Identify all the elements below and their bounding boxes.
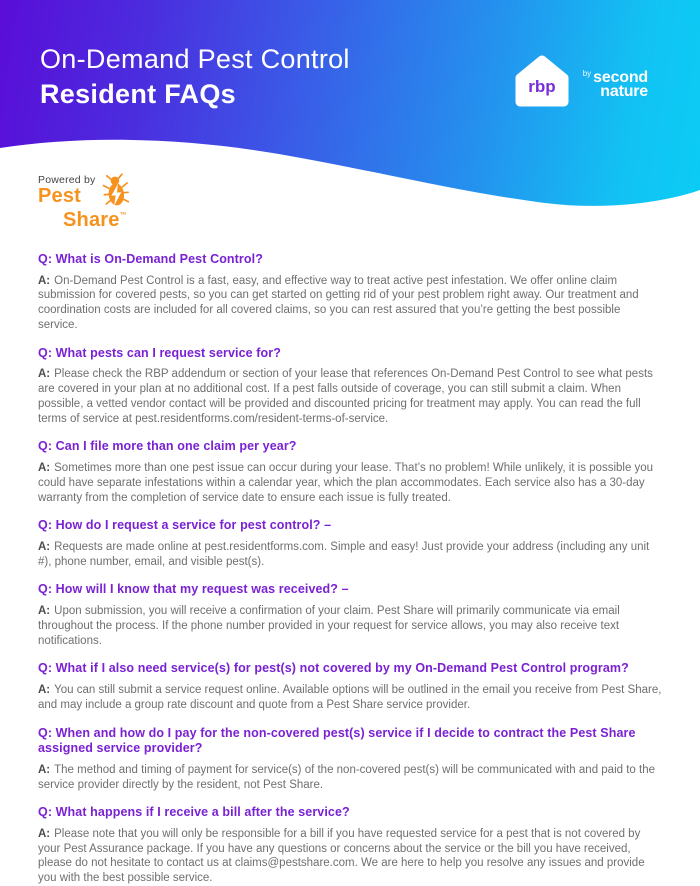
faq-answer <box>38 540 662 570</box>
pestshare-word-share <box>63 206 168 230</box>
faq-item-5 <box>38 582 662 648</box>
answer-prefix: A: <box>38 763 51 776</box>
faq-answer <box>38 827 662 886</box>
answer-prefix: A: <box>38 462 51 474</box>
faq-item-4 <box>38 518 662 569</box>
answer-text: Requests are made online at pest.residentforms.com. Simple and easy! Just provide your address (including any unit #), phone number, email, and visible pest(s). <box>38 540 650 568</box>
brand-word-second: second <box>593 69 648 86</box>
answer-text: You can still submit a service request online. Available options will be outlined in the email you receive from Pest Share, and may include a group rate discount and quote from a Pest Share service provider. <box>38 684 662 711</box>
svg-text:rbp: rbp <box>528 77 556 96</box>
by-label: by <box>582 69 592 78</box>
trademark-symbol: ™ <box>119 212 127 219</box>
faq-question: Q: How do I request a service for pest control? – <box>38 518 332 533</box>
faq-answer <box>38 274 662 333</box>
page-title-line1: On-Demand Pest Control <box>40 44 350 74</box>
faq-item-1 <box>38 252 662 333</box>
answer-text: On-Demand Pest Control is a fast, easy, and effective way to treat active pest infestation. We offer online claim submission for covered pests, so you can get started on getting rid of your pest problem right away. Our treatment and coordination costs are included for all covered claims, so you can rest assured that you’re getting the best possible service. <box>38 274 639 331</box>
faq-question: Q: What pests can I request service for? <box>38 345 281 360</box>
brand-word-nature: nature <box>600 83 648 100</box>
faq-answer <box>38 367 662 426</box>
faq-list <box>0 250 700 886</box>
faq-item-6 <box>38 661 662 712</box>
answer-text: Please note that you will only be responsible for a bill if you have requested service for a pest that is not covered by your Pest Assurance package. If you have any questions or concerns about the service or the bill you have received, please do not hesitate to contact us at claims@pestshare.com. We are here to help you resolve any issues and provide you with the best possible service. <box>38 827 645 885</box>
faq-question: Q: Can I file more than one claim per year? <box>38 439 297 454</box>
answer-prefix: A: <box>38 368 51 381</box>
answer-prefix: A: <box>38 684 51 696</box>
faq-question: Q: When and how do I pay for the non-covered pest(s) service if I decide to contract the Pest Share assigned service provider? <box>38 725 636 756</box>
faq-question: Q: What if I also need service(s) for pest(s) not covered by my On-Demand Pest Control program? <box>38 661 629 676</box>
faq-answer <box>38 763 662 793</box>
faq-question: Q: What happens if I receive a bill after the service? <box>38 805 350 820</box>
page-title-line2: Resident FAQs <box>40 79 236 109</box>
rbp-second-nature-logo <box>511 52 648 114</box>
faq-item-2 <box>38 346 662 427</box>
faq-answer <box>38 683 662 713</box>
answer-prefix: A: <box>38 274 51 287</box>
answer-text: Please check the RBP addendum or section of your lease that references On-Demand Pest Control to see what pests are covered in your plan at no additional cost. If a pest falls outside of coverage, you can still submit a claim. When possible, a vetted vendor contact will be provided and discounted pricing for treatment may apply. You can read the full terms of service at pest.residentforms.com/resident-terms-of-service. <box>38 368 653 425</box>
header-banner <box>0 0 700 250</box>
pestshare-word-pest: Pest <box>38 185 82 207</box>
powered-by-label: Powered by <box>38 174 96 186</box>
page-title <box>40 42 350 112</box>
faq-item-7 <box>38 726 662 793</box>
faq-item-3 <box>38 439 662 505</box>
powered-by-pestshare-logo <box>38 174 168 234</box>
answer-prefix: A: <box>38 605 51 618</box>
faq-answer <box>38 604 662 648</box>
rbp-home-icon <box>511 52 573 114</box>
answer-text: Upon submission, you will receive a confirmation of your claim. Pest Share will primarily communicate via email throughout the process. If the phone number provided in your request for service allows, you may also receive text notifications. <box>38 605 620 647</box>
faq-item-8 <box>38 805 662 886</box>
share-text: Share <box>63 209 120 231</box>
second-nature-wordmark <box>583 67 648 99</box>
faq-answer <box>38 461 662 505</box>
answer-text: The method and timing of payment for service(s) of the non-covered pest(s) will be communicated with and paid to the service provider directly by the resident, not Pest Share. <box>38 763 655 791</box>
bug-icon <box>100 173 131 210</box>
faq-question: Q: What is On-Demand Pest Control? <box>38 252 263 266</box>
answer-prefix: A: <box>38 540 51 553</box>
faq-question: Q: How will I know that my request was received? – <box>38 582 349 597</box>
answer-prefix: A: <box>38 827 51 840</box>
answer-text: Sometimes more than one pest issue can occur during your lease. That’s no problem! While unlikely, it is possible you could have separate infestations within a calendar year, which the plan accommodates. Each service also has a 30-day warranty from the completion of service date to ensure each issue is fully treated. <box>38 462 654 504</box>
